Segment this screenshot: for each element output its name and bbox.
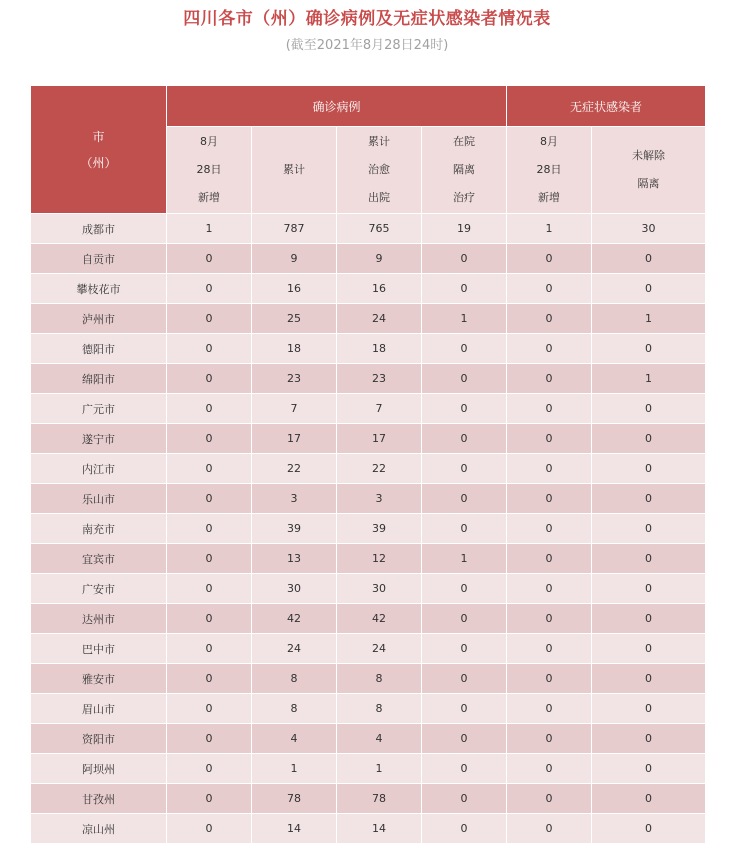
- page-title: 四川各市（州）确诊病例及无症状感染者情况表: [183, 9, 551, 29]
- confirmed-total-cell: 14: [252, 814, 337, 844]
- table-row: [31, 754, 706, 784]
- asym-new-cell: 0: [507, 364, 592, 394]
- confirmed-cured-header: [337, 127, 422, 214]
- confirmed-total-cell: 16: [252, 274, 337, 304]
- asym-new-header-line: 新增: [538, 191, 561, 204]
- asymptomatic-group-header: 无症状感染者: [507, 86, 706, 127]
- confirmed-hospital-header-line: 治疗: [453, 191, 475, 204]
- confirmed-hospital-cell: 0: [422, 364, 507, 394]
- confirmed-hospital-cell: 0: [422, 484, 507, 514]
- asym-isolation-cell: 0: [592, 394, 706, 424]
- table-row: [31, 634, 706, 664]
- asym-new-cell: 0: [507, 544, 592, 574]
- confirmed-cured-cell: 42: [337, 604, 422, 634]
- confirmed-cured-cell: 24: [337, 304, 422, 334]
- asym-isolation-cell: 30: [592, 214, 706, 244]
- confirmed-total-header: 累计: [252, 127, 337, 214]
- confirmed-hospital-cell: 0: [422, 754, 507, 784]
- city-cell: 凉山州: [31, 814, 167, 844]
- asym-isolation-cell: 0: [592, 574, 706, 604]
- confirmed-total-cell: 24: [252, 634, 337, 664]
- confirmed-new-cell: 0: [167, 604, 252, 634]
- asym-new-cell: 0: [507, 484, 592, 514]
- asym-new-cell: 0: [507, 514, 592, 544]
- confirmed-new-cell: 0: [167, 784, 252, 814]
- confirmed-hospital-cell: 19: [422, 214, 507, 244]
- confirmed-new-cell: 0: [167, 514, 252, 544]
- confirmed-hospital-cell: 0: [422, 424, 507, 454]
- city-cell: 广安市: [31, 574, 167, 604]
- confirmed-cured-cell: 12: [337, 544, 422, 574]
- asym-isolation-cell: 0: [592, 604, 706, 634]
- city-cell: 遂宁市: [31, 424, 167, 454]
- asym-isolation-cell: 1: [592, 364, 706, 394]
- asym-new-cell: 0: [507, 724, 592, 754]
- table-row: [31, 394, 706, 424]
- table-row: [31, 724, 706, 754]
- confirmed-new-cell: 0: [167, 544, 252, 574]
- confirmed-hospital-cell: 1: [422, 304, 507, 334]
- city-cell: 广元市: [31, 394, 167, 424]
- confirmed-cured-cell: 765: [337, 214, 422, 244]
- confirmed-new-cell: 0: [167, 304, 252, 334]
- table-header: [31, 86, 706, 214]
- asym-new-cell: 0: [507, 394, 592, 424]
- confirmed-new-cell: 0: [167, 574, 252, 604]
- table-row: [31, 814, 706, 844]
- asym-new-cell: 1: [507, 214, 592, 244]
- asym-new-cell: 0: [507, 274, 592, 304]
- table-row: [31, 244, 706, 274]
- confirmed-total-cell: 23: [252, 364, 337, 394]
- confirmed-hospital-cell: 0: [422, 724, 507, 754]
- confirmed-new-cell: 0: [167, 334, 252, 364]
- confirmed-total-cell: 1: [252, 754, 337, 784]
- confirmed-total-cell: 78: [252, 784, 337, 814]
- confirmed-total-cell: 13: [252, 544, 337, 574]
- asym-new-cell: 0: [507, 784, 592, 814]
- confirmed-hospital-cell: 0: [422, 334, 507, 364]
- city-header-line2: （州）: [80, 155, 117, 170]
- asym-unreleased-header-line: 未解除: [632, 149, 666, 162]
- confirmed-new-cell: 0: [167, 634, 252, 664]
- confirmed-new-cell: 0: [167, 244, 252, 274]
- asym-new-header: [507, 127, 592, 214]
- table-row: [31, 364, 706, 394]
- confirmed-total-cell: 8: [252, 694, 337, 724]
- confirmed-total-cell: 3: [252, 484, 337, 514]
- confirmed-hospital-header: [422, 127, 507, 214]
- asym-new-cell: 0: [507, 634, 592, 664]
- confirmed-cured-cell: 30: [337, 574, 422, 604]
- confirmed-cured-cell: 18: [337, 334, 422, 364]
- confirmed-total-cell: 9: [252, 244, 337, 274]
- asym-new-header-line: 8月: [540, 135, 559, 148]
- asym-isolation-cell: 0: [592, 694, 706, 724]
- confirmed-group-header: 确诊病例: [167, 86, 507, 127]
- city-cell: 德阳市: [31, 334, 167, 364]
- asym-isolation-cell: 0: [592, 544, 706, 574]
- confirmed-hospital-header-line: 隔离: [453, 163, 475, 176]
- confirmed-hospital-cell: 0: [422, 634, 507, 664]
- asym-isolation-cell: 1: [592, 304, 706, 334]
- confirmed-total-cell: 8: [252, 664, 337, 694]
- confirmed-cured-cell: 1: [337, 754, 422, 784]
- confirmed-total-cell: 39: [252, 514, 337, 544]
- asym-isolation-cell: 0: [592, 484, 706, 514]
- table-row: [31, 484, 706, 514]
- confirmed-new-cell: 0: [167, 754, 252, 784]
- table-row: [31, 694, 706, 724]
- city-cell: 内江市: [31, 454, 167, 484]
- table-row: [31, 214, 706, 244]
- confirmed-hospital-cell: 0: [422, 274, 507, 304]
- confirmed-total-cell: 18: [252, 334, 337, 364]
- city-cell: 达州市: [31, 604, 167, 634]
- asym-new-cell: 0: [507, 304, 592, 334]
- asym-isolation-cell: 0: [592, 274, 706, 304]
- confirmed-cured-cell: 7: [337, 394, 422, 424]
- table-row: [31, 514, 706, 544]
- confirmed-cured-header-line: 累计: [368, 135, 390, 148]
- confirmed-total-cell: 22: [252, 454, 337, 484]
- asym-unreleased-header: [592, 127, 706, 214]
- confirmed-hospital-header-line: 在院: [453, 135, 475, 148]
- confirmed-cured-cell: 8: [337, 694, 422, 724]
- confirmed-cured-cell: 4: [337, 724, 422, 754]
- confirmed-new-header: [167, 127, 252, 214]
- confirmed-new-cell: 0: [167, 664, 252, 694]
- confirmed-new-cell: 0: [167, 484, 252, 514]
- confirmed-total-cell: 17: [252, 424, 337, 454]
- confirmed-total-cell: 7: [252, 394, 337, 424]
- confirmed-hospital-cell: 0: [422, 244, 507, 274]
- confirmed-cured-cell: 39: [337, 514, 422, 544]
- city-column-header: [31, 86, 167, 214]
- confirmed-new-header-line: 28日: [196, 163, 222, 176]
- confirmed-cured-header-line: 治愈: [368, 163, 390, 176]
- page-subtitle: (截至2021年8月28日24时): [285, 38, 449, 53]
- city-cell: 南充市: [31, 514, 167, 544]
- city-cell: 自贡市: [31, 244, 167, 274]
- confirmed-cured-cell: 14: [337, 814, 422, 844]
- table-row: [31, 574, 706, 604]
- confirmed-total-cell: 787: [252, 214, 337, 244]
- confirmed-cured-header-line: 出院: [368, 191, 390, 204]
- confirmed-new-cell: 1: [167, 214, 252, 244]
- confirmed-cured-cell: 9: [337, 244, 422, 274]
- asym-new-cell: 0: [507, 454, 592, 484]
- confirmed-new-cell: 0: [167, 424, 252, 454]
- confirmed-total-cell: 30: [252, 574, 337, 604]
- asym-new-cell: 0: [507, 694, 592, 724]
- confirmed-hospital-cell: 0: [422, 784, 507, 814]
- table-row: [31, 304, 706, 334]
- confirmed-new-header-line: 新增: [198, 191, 220, 204]
- table-row: [31, 544, 706, 574]
- table-row: [31, 424, 706, 454]
- table-row: [31, 784, 706, 814]
- confirmed-new-cell: 0: [167, 814, 252, 844]
- asym-isolation-cell: 0: [592, 784, 706, 814]
- confirmed-cured-cell: 78: [337, 784, 422, 814]
- confirmed-hospital-cell: 0: [422, 814, 507, 844]
- asym-new-cell: 0: [507, 424, 592, 454]
- confirmed-cured-cell: 16: [337, 274, 422, 304]
- confirmed-hospital-cell: 0: [422, 574, 507, 604]
- city-cell: 泸州市: [31, 304, 167, 334]
- confirmed-hospital-cell: 0: [422, 394, 507, 424]
- city-cell: 眉山市: [31, 694, 167, 724]
- confirmed-cured-cell: 8: [337, 664, 422, 694]
- city-cell: 宜宾市: [31, 544, 167, 574]
- confirmed-new-cell: 0: [167, 274, 252, 304]
- city-cell: 雅安市: [31, 664, 167, 694]
- city-cell: 巴中市: [31, 634, 167, 664]
- confirmed-new-cell: 0: [167, 394, 252, 424]
- table-row: [31, 664, 706, 694]
- asym-new-cell: 0: [507, 814, 592, 844]
- city-cell: 绵阳市: [31, 364, 167, 394]
- asym-new-cell: 0: [507, 664, 592, 694]
- city-cell: 阿坝州: [31, 754, 167, 784]
- asym-new-cell: 0: [507, 244, 592, 274]
- city-cell: 乐山市: [31, 484, 167, 514]
- city-header-line1: 市: [92, 129, 105, 144]
- confirmed-cured-cell: 3: [337, 484, 422, 514]
- asym-isolation-cell: 0: [592, 244, 706, 274]
- asym-isolation-cell: 0: [592, 724, 706, 754]
- confirmed-cured-cell: 22: [337, 454, 422, 484]
- city-cell: 成都市: [31, 214, 167, 244]
- confirmed-hospital-cell: 1: [422, 544, 507, 574]
- asym-isolation-cell: 0: [592, 814, 706, 844]
- confirmed-cured-cell: 23: [337, 364, 422, 394]
- confirmed-hospital-cell: 0: [422, 514, 507, 544]
- asym-isolation-cell: 0: [592, 334, 706, 364]
- asym-isolation-cell: 0: [592, 634, 706, 664]
- table-body: [31, 214, 706, 844]
- asym-isolation-cell: 0: [592, 664, 706, 694]
- confirmed-hospital-cell: 0: [422, 604, 507, 634]
- statistics-table: [30, 85, 706, 844]
- confirmed-hospital-cell: 0: [422, 694, 507, 724]
- asym-new-cell: 0: [507, 604, 592, 634]
- asym-new-header-line: 28日: [536, 163, 562, 176]
- confirmed-new-cell: 0: [167, 364, 252, 394]
- city-cell: 资阳市: [31, 724, 167, 754]
- table-row: [31, 274, 706, 304]
- asym-isolation-cell: 0: [592, 424, 706, 454]
- city-cell: 甘孜州: [31, 784, 167, 814]
- confirmed-total-cell: 4: [252, 724, 337, 754]
- table-row: [31, 604, 706, 634]
- asym-isolation-cell: 0: [592, 454, 706, 484]
- confirmed-new-cell: 0: [167, 454, 252, 484]
- asym-unreleased-header-line: 隔离: [637, 177, 660, 190]
- confirmed-cured-cell: 24: [337, 634, 422, 664]
- confirmed-new-header-line: 8月: [200, 135, 218, 148]
- confirmed-new-cell: 0: [167, 694, 252, 724]
- table-row: [31, 334, 706, 364]
- table-row: [31, 454, 706, 484]
- confirmed-total-cell: 25: [252, 304, 337, 334]
- confirmed-total-cell: 42: [252, 604, 337, 634]
- asym-new-cell: 0: [507, 754, 592, 784]
- asym-new-cell: 0: [507, 574, 592, 604]
- confirmed-cured-cell: 17: [337, 424, 422, 454]
- asym-new-cell: 0: [507, 334, 592, 364]
- asym-isolation-cell: 0: [592, 514, 706, 544]
- city-cell: 攀枝花市: [31, 274, 167, 304]
- confirmed-hospital-cell: 0: [422, 664, 507, 694]
- confirmed-hospital-cell: 0: [422, 454, 507, 484]
- confirmed-new-cell: 0: [167, 724, 252, 754]
- asym-isolation-cell: 0: [592, 754, 706, 784]
